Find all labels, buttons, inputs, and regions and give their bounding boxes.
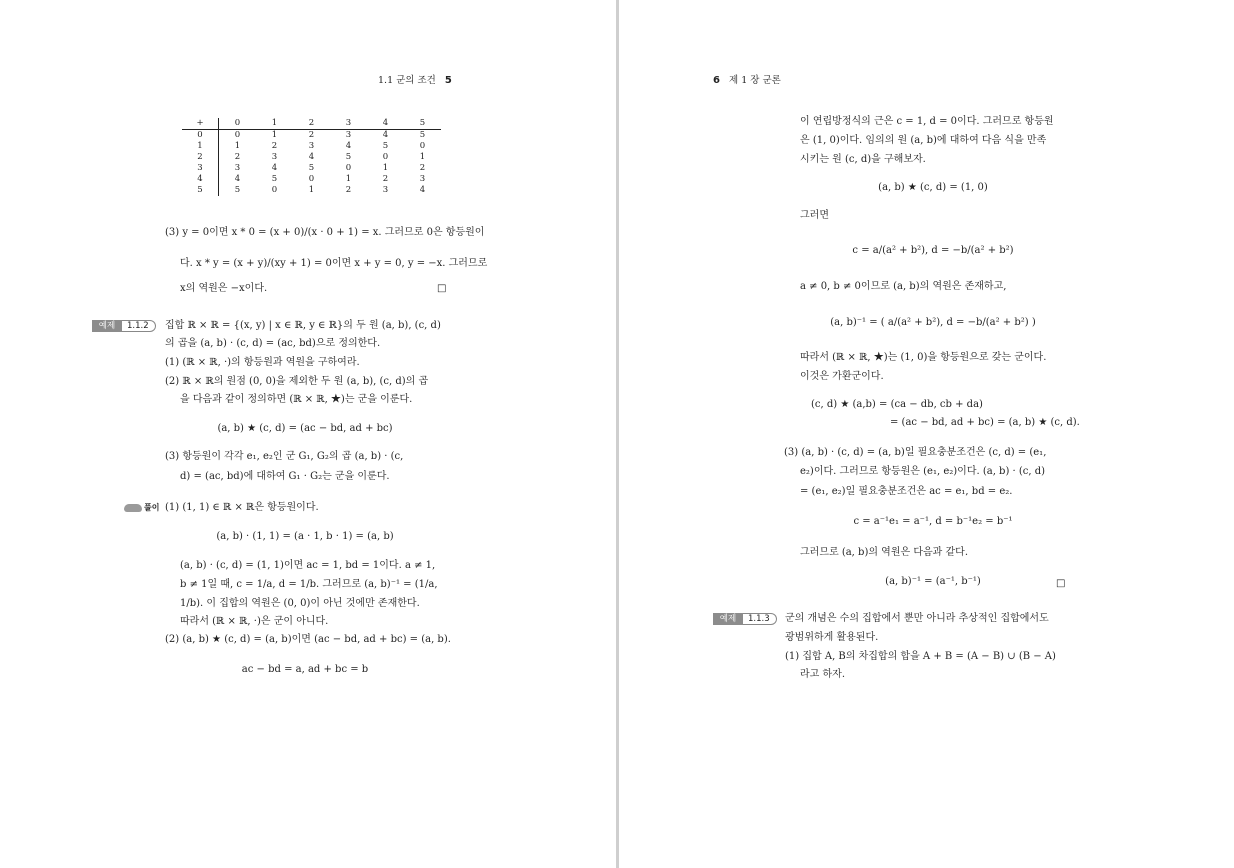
text-line: (3) (a, b) · (c, d) = (a, b)일 필요충분조건은 (c, d) = (e₁, — [784, 447, 1047, 458]
solution-text: 풀이 — [144, 503, 160, 512]
table-cell: 1 — [345, 174, 352, 184]
page-number: 6 — [713, 75, 720, 86]
text-line: (1) (ℝ × ℝ, ·)의 항등원과 역원을 구하여라. — [165, 357, 360, 368]
table-cell: 5 — [308, 163, 315, 173]
table-cell: 3 — [182, 163, 219, 174]
table-cell: 1 — [271, 130, 278, 140]
table-header-cell: + — [182, 118, 219, 130]
table-cell: 5 — [182, 185, 219, 196]
table-cell: 0 — [345, 163, 352, 173]
table-cell: 0 — [271, 185, 278, 195]
table-row — [182, 152, 441, 163]
text-line: 따라서 (ℝ × ℝ, ·)은 군이 아니다. — [180, 616, 329, 627]
display-equation: c = a/(a² + b²), d = −b/(a² + b²) — [852, 245, 1014, 256]
text-line: 의 곱을 (a, b) · (c, d) = (ac, bd)으로 정의한다. — [165, 338, 381, 349]
end-of-proof-mark: □ — [437, 283, 447, 294]
text-line: 이것은 가환군이다. — [800, 371, 884, 382]
table-cell: 0 — [234, 130, 241, 140]
text-line: a ≠ 0, b ≠ 0이므로 (a, b)의 역원은 존재하고, — [800, 281, 1007, 292]
text-line: = (e₁, e₂)일 필요충분조건은 ac = e₁, bd = e₂. — [800, 486, 1013, 497]
table-row — [182, 141, 441, 152]
table-cell: 3 — [234, 163, 241, 173]
end-of-proof-mark: □ — [1056, 578, 1066, 589]
table-cell: 2 — [271, 141, 278, 151]
example-number: 1.1.3 — [743, 613, 777, 625]
table-row — [182, 185, 441, 196]
text-line: 그러므로 (a, b)의 역원은 다음과 같다. — [800, 547, 968, 558]
table-header-cell: 5 — [404, 118, 441, 130]
display-equation: (a, b) ★ (c, d) = (1, 0) — [878, 182, 988, 193]
example-badge — [713, 613, 777, 625]
table-cell: 2 — [382, 174, 389, 184]
display-equation: (a, b) · (1, 1) = (a · 1, b · 1) = (a, b) — [216, 531, 394, 542]
table-cell: 3 — [419, 174, 426, 184]
solution-icon — [124, 504, 142, 512]
text-line: (1) 집합 A, B의 차집합의 합을 A + B = (A − B) ∪ (B − A) — [785, 651, 1056, 662]
text-line: 이 연립방정식의 근은 c = 1, d = 0이다. 그러므로 항등원 — [800, 116, 1054, 127]
table-header-cell: 1 — [256, 118, 293, 130]
table-cell: 3 — [271, 152, 278, 162]
table-header-cell: 3 — [330, 118, 367, 130]
table-header-cell: 4 — [367, 118, 404, 130]
text-line: 집합 ℝ × ℝ = {(x, y) | x ∈ ℝ, y ∈ ℝ}의 두 원 (a, b), (c, d) — [165, 320, 441, 331]
text-line: 을 다음과 같이 정의하면 (ℝ × ℝ, ★)는 군을 이룬다. — [180, 394, 413, 405]
left-page — [0, 0, 616, 868]
text-line: 1/b). 이 집합의 역원은 (0, 0)이 아닌 것에만 존재한다. — [180, 598, 420, 609]
table-cell: 4 — [271, 163, 278, 173]
table-cell: 1 — [419, 152, 426, 162]
table-cell: 2 — [234, 152, 241, 162]
table-cell: 1 — [234, 141, 241, 151]
example-badge — [92, 320, 156, 332]
display-equation: (a, b) ★ (c, d) = (ac − bd, ad + bc) — [217, 423, 393, 434]
example-number: 1.1.2 — [122, 320, 156, 332]
text-line: e₂)이다. 그러므로 항등원은 (e₁, e₂)이다. (a, b) · (c, d) — [800, 466, 1046, 477]
text-line: x의 역원은 −x이다. — [180, 283, 268, 294]
example-tag: 예제 — [92, 320, 122, 332]
text-line: 광범위하게 활용된다. — [785, 632, 879, 643]
text-line: (2) (a, b) ★ (c, d) = (a, b)이면 (ac − bd, ad + bc) = (a, b). — [165, 634, 451, 645]
section-title: 1.1 군의 조건 — [378, 75, 436, 86]
addition-table — [182, 118, 441, 196]
text-line: 라고 하자. — [800, 669, 845, 680]
table-cell: 0 — [308, 174, 315, 184]
table-cell: 2 — [419, 163, 426, 173]
solution-label — [124, 502, 159, 513]
chapter-title: 제 1 장 군론 — [729, 75, 781, 86]
table-row — [182, 174, 441, 185]
table-header-cell: 2 — [293, 118, 330, 130]
table-header-row — [182, 118, 441, 130]
table-cell: 4 — [308, 152, 315, 162]
text-line: (2) ℝ × ℝ의 원점 (0, 0)을 제외한 두 원 (a, b), (c, d)의 곱 — [165, 376, 429, 387]
table-cell: 3 — [308, 141, 315, 151]
table-row — [182, 130, 441, 142]
text-line: 시키는 원 (c, d)을 구해보자. — [800, 154, 926, 165]
table-header-cell: 0 — [219, 118, 257, 130]
right-page — [619, 0, 1234, 868]
text-line: (3) y = 0이면 x * 0 = (x + 0)/(x · 0 + 1) = x. 그러므로 0은 항등원이 — [165, 227, 485, 238]
table-cell: 4 — [182, 174, 219, 185]
text-line: (3) 항등원이 각각 e₁, e₂인 군 G₁, G₂의 곱 (a, b) · (c, — [165, 451, 404, 462]
display-equation: (c, d) ★ (a,b) = (ca − db, cb + da) — [811, 399, 983, 410]
table-cell: 2 — [345, 185, 352, 195]
text-line: b ≠ 1일 때, c = 1/a, d = 1/b. 그러므로 (a, b)⁻¹ = (1/a, — [180, 579, 438, 590]
table-cell: 4 — [234, 174, 241, 184]
table-cell: 4 — [382, 130, 389, 140]
example-tag: 예제 — [713, 613, 743, 625]
text-line: 군의 개념은 수의 집합에서 뿐만 아니라 추상적인 집합에서도 — [785, 613, 1049, 624]
table-cell: 1 — [182, 141, 219, 152]
text-line: 은 (1, 0)이다. 임의의 원 (a, b)에 대하여 다음 식을 만족 — [800, 135, 1047, 146]
display-equation: (a, b)⁻¹ = ( a/(a² + b²), d = −b/(a² + b²) ) — [830, 317, 1036, 328]
text-line: d) = (ac, bd)에 대하여 G₁ · G₂는 군을 이룬다. — [180, 471, 390, 482]
display-equation: = (ac − bd, ad + bc) = (a, b) ★ (c, d). — [890, 417, 1080, 428]
text-line: 따라서 (ℝ × ℝ, ★)는 (1, 0)을 항등원으로 갖는 군이다. — [800, 352, 1047, 363]
text-line: (a, b) · (c, d) = (1, 1)이면 ac = 1, bd = 1이다. a ≠ 1, — [180, 560, 436, 571]
table-cell: 5 — [234, 185, 241, 195]
display-equation: c = a⁻¹e₁ = a⁻¹, d = b⁻¹e₂ = b⁻¹ — [853, 516, 1013, 527]
page-header — [713, 72, 781, 86]
table-cell: 0 — [182, 130, 219, 142]
page-header — [378, 72, 452, 86]
table-cell: 0 — [382, 152, 389, 162]
table-cell: 2 — [182, 152, 219, 163]
table-cell: 5 — [345, 152, 352, 162]
display-equation: ac − bd = a, ad + bc = b — [241, 664, 369, 675]
table-cell: 5 — [382, 141, 389, 151]
table-cell: 2 — [308, 130, 315, 140]
table-cell: 4 — [419, 185, 426, 195]
display-equation: (a, b)⁻¹ = (a⁻¹, b⁻¹) — [885, 576, 981, 587]
table-cell: 5 — [271, 174, 278, 184]
text-line: (1) (1, 1) ∈ ℝ × ℝ은 항등원이다. — [165, 502, 319, 513]
table-cell: 3 — [345, 130, 352, 140]
table-cell: 0 — [419, 141, 426, 151]
table-cell: 4 — [345, 141, 352, 151]
table-cell: 3 — [382, 185, 389, 195]
text-line: 그러면 — [800, 210, 829, 221]
table-cell: 1 — [382, 163, 389, 173]
page-number: 5 — [444, 75, 452, 86]
table-row — [182, 163, 441, 174]
table-cell: 1 — [308, 185, 315, 195]
table-cell: 5 — [419, 130, 426, 140]
text-line: 다. x * y = (x + y)/(xy + 1) = 0이면 x + y = 0, y = −x. 그러므로 — [180, 258, 488, 269]
